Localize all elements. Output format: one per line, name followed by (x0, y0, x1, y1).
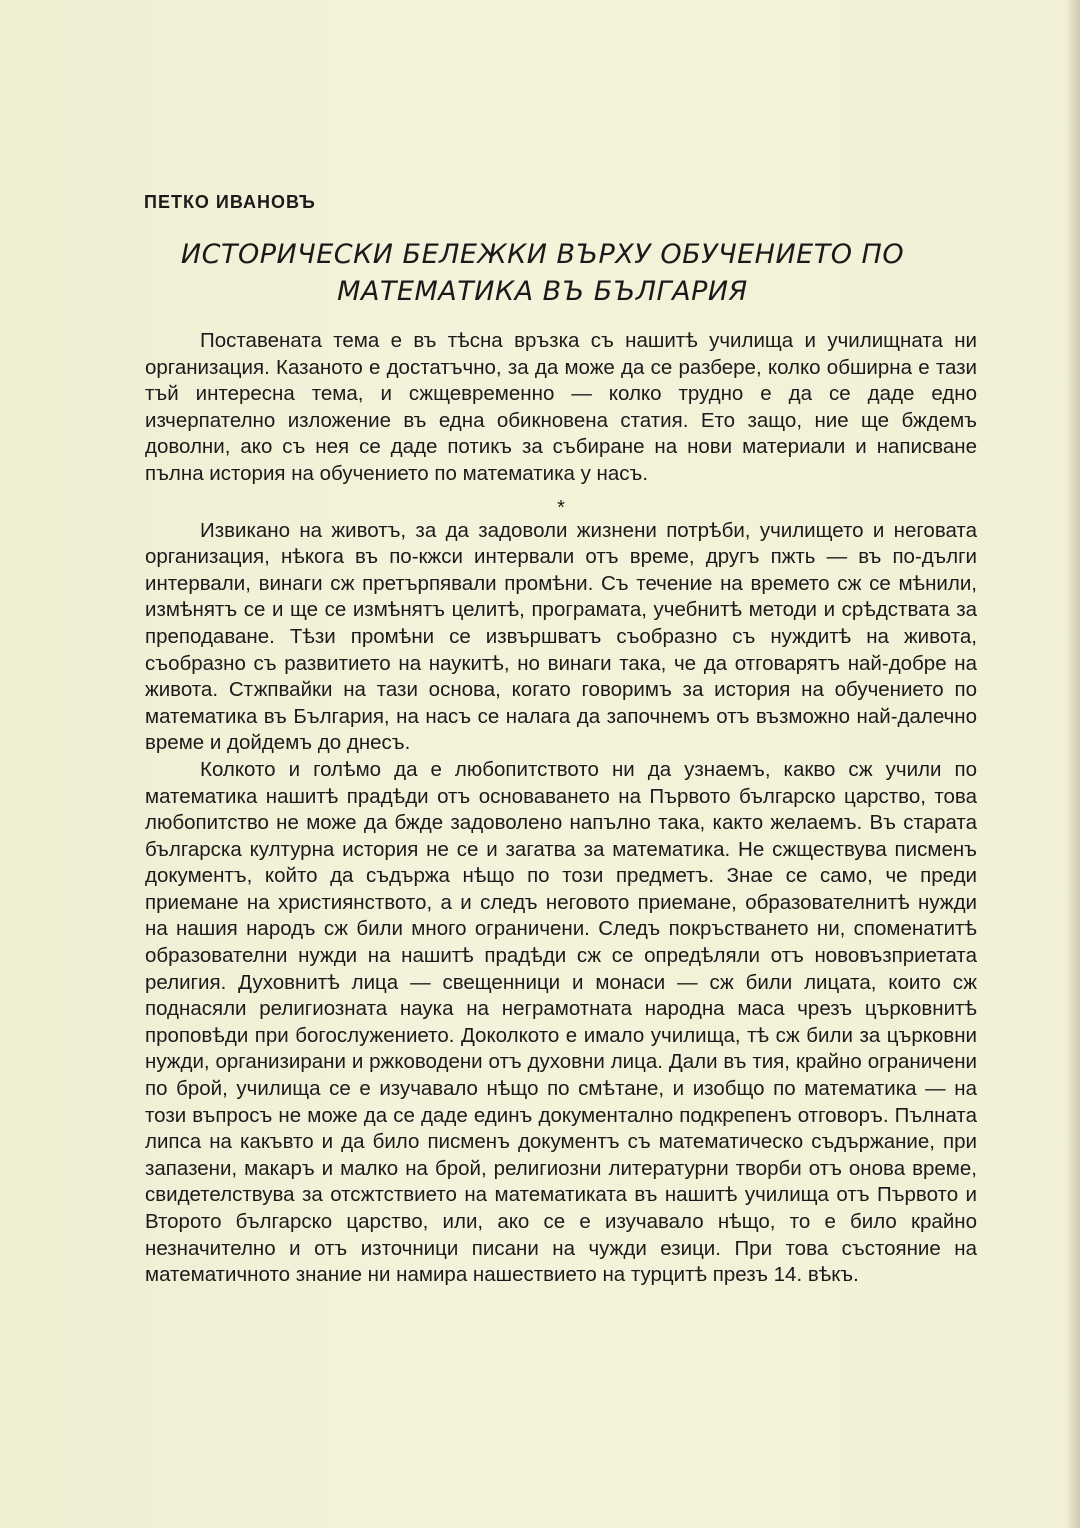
paragraph-1: Поставената тема е въ тѣсна връзка съ нашитѣ училища и училищната ни организация. Казаното е достатъчно, за да може да се разбере, колко обширна е тази тъй интересна тема, и сжщевременно — колко трудно е да се даде едно изчерпателно изложение въ една обикновена статия. Ето защо, ние ще бждемъ доволни, ако съ нея се даде потикъ за събиране на нови материали и написване пълна история на обучението по математика у насъ. (145, 329, 977, 485)
article-title (120, 236, 965, 310)
section-separator: * (557, 496, 565, 519)
paragraph-3: Колкото и голѣмо да е любопитството ни да узнаемъ, какво сж учили по математика нашитѣ прадѣди отъ основаването на Първото българско царство, това любопитство не може да бжде задоволено напълно така, както желаемъ. Въ старата българска културна история не се и загатва за математика. Не сжществува писменъ документъ, който да съдържа нѣщо по този предметъ. Знае се само, че преди приемане на християнството, а и следъ неговото приемане, образователнитѣ нужди на нашия народъ сж били много ограничени. Следъ покръстването ни, споменатитѣ образователни нужди на нашитѣ прадѣди сж се опредѣляли отъ нововъзприетата религия. Духовнитѣ лица — свещенници и монаси — сж били лицата, които сж поднасяли религиозната наука на неграмотната народна маса чрезъ църковнитѣ проповѣди при богослужението. Доколкото е имало училища, тѣ сж били за църковни нужди, организирани и ржководени отъ духовни лица. Дали въ тия, крайно ограничени по брой, училища се е изучавало нѣщо по смѣтане, и изобщо по математика — на този въпросъ не може да се даде единъ документално подкрепенъ отговоръ. Пълната липса на какъвто и да било писменъ документъ съ математическо съдържание, при запазени, макаръ и малко на брой, религиозни литературни творби отъ онова време, свидетелствува за отсжтствието на математиката въ нашитѣ училища отъ Първото и Второто българско царство, или, ако се е изучавало нѣщо, то е било крайно незначително и отъ източници писани на чужди езици. При това състояние на математичното знание ни намира нашествието на турцитѣ презъ 14. вѣкъ. (145, 757, 977, 1287)
page-edge (1066, 0, 1080, 1528)
paragraph-2: Извикано на животъ, за да задоволи жизнени потрѣби, училището и неговата организация, нѣкога въ по-кжси интервали отъ време, другъ пжть — въ по-дълги интервали, винаги сж претърпявали промѣни. Съ течение на времето сж се мѣнили, измѣнятъ се и ще се измѣнятъ целитѣ, програмата, учебнитѣ методи и срѣдствата за преподаване. Тѣзи промѣни се извършватъ съобразно съ нуждитѣ на живота, съобразно съ развитието на наукитѣ, но винаги така, че да отговарятъ най-добре на живота. Стжпвайки на тази основа, когато говоримъ за история на обучението по математика въ България, на насъ се налага да започнемъ отъ възможно най-далечно време и дойдемъ до днесъ. (145, 518, 977, 755)
article-body (145, 328, 977, 1289)
title-line-1: ИСТОРИЧЕСКИ БЕЛЕЖКИ ВЪРХУ ОБУЧЕНИЕТО ПО (180, 239, 905, 270)
title-line-2: МАТЕМАТИКА ВЪ БЪЛГАРИЯ (337, 276, 748, 307)
author-name: ПЕТКО ИВАНОВЪ (144, 192, 316, 212)
